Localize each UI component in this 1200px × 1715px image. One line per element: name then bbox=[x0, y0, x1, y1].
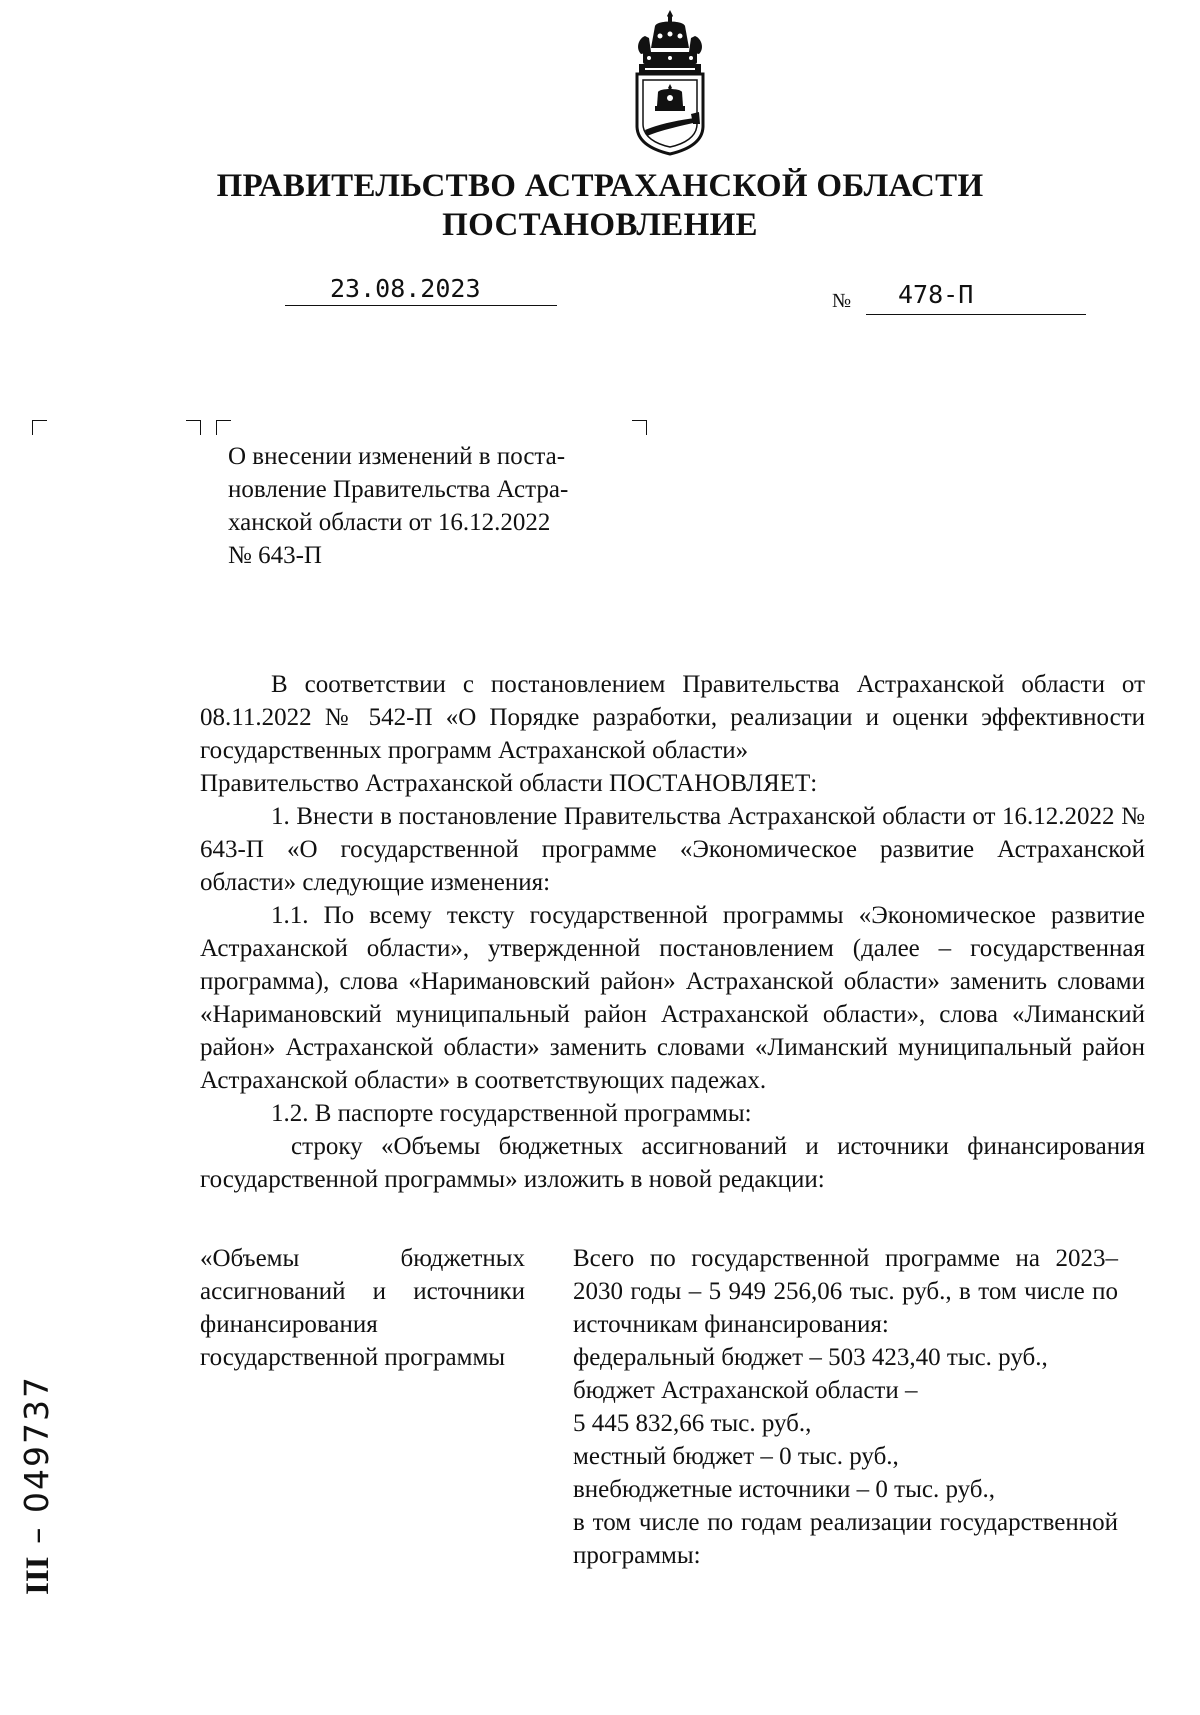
document-type-title: ПОСТАНОВЛЕНИЕ bbox=[442, 207, 758, 243]
table-value-line: федеральный бюджет – 503 423,40 тыс. руб., bbox=[573, 1344, 1048, 1371]
subject-line: ханской области от 16.12.2022 bbox=[228, 509, 551, 536]
table-row-label: «Объемы бюджетных ассигнований и источники финансирования государственной программы bbox=[200, 1245, 525, 1371]
document-number: 478-П bbox=[898, 280, 974, 309]
body-paragraph-item-1-1: 1.1. По всему тексту государственной программы «Экономическое развитие Астраханской области», утвержденной постановлением (далее – государственная программа), слова «Наримановский район» Астраханской области» заменить словами «Наримановский муниципальный район Астраханской области», слова «Лиманский район» Астраханской области» заменить словами «Лиманский муниципальный район Астраханской области» в соответствующих падежах. bbox=[200, 902, 1145, 1094]
body-paragraph-preamble: В соответствии с постановлением Правительства Астраханской области от 08.11.2022 № 542-П «О Порядке разработки, реализации и оценки эффективности государственных программ Астраханской области» bbox=[200, 671, 1145, 764]
body-paragraph-item-1-2: 1.2. В паспорте государственной программы: bbox=[271, 1100, 752, 1127]
subject-line: О внесении изменений в поста- bbox=[228, 443, 566, 470]
document-subject bbox=[228, 440, 630, 572]
subject-line: № 643-П bbox=[228, 542, 322, 569]
table-row-value bbox=[573, 1242, 1118, 1572]
corner-mark-left bbox=[32, 420, 47, 435]
corner-mark-subject-right bbox=[632, 420, 647, 435]
document-date: 23.08.2023 bbox=[330, 274, 481, 303]
body-paragraph-item-1: 1. Внести в постановление Правительства Астраханской области от 16.12.2022 № 643-П «О государственной программе «Экономическое развитие Астраханской области» следующие изменения: bbox=[200, 803, 1145, 896]
table-value-line: Всего по государственной программе на 2023–2030 годы – 5 949 256,06 тыс. руб., в том числе по источникам финансирования: bbox=[573, 1245, 1118, 1338]
number-underline bbox=[866, 314, 1086, 315]
form-serial-number bbox=[14, 1275, 60, 1595]
table-value-line: внебюджетные источники – 0 тыс. руб., bbox=[573, 1476, 996, 1503]
body-paragraph-resolves: Правительство Астраханской области ПОСТАНОВЛЯЕТ: bbox=[200, 770, 818, 797]
serial-number: – 049737 bbox=[17, 1375, 56, 1557]
document-body bbox=[200, 668, 1145, 1196]
table-value-line: 5 445 832,66 тыс. руб., bbox=[573, 1410, 812, 1437]
date-underline bbox=[285, 305, 557, 306]
coat-of-arms-emblem bbox=[625, 8, 715, 156]
table-value-line: местный бюджет – 0 тыс. руб., bbox=[573, 1443, 899, 1470]
government-title: ПРАВИТЕЛЬСТВО АСТРАХАНСКОЙ ОБЛАСТИ bbox=[216, 168, 984, 204]
body-paragraph-row-instruction: строку «Объемы бюджетных ассигнований и источники финансирования государственной программы» изложить в новой редакции: bbox=[200, 1133, 1145, 1193]
serial-series: ІІІ bbox=[20, 1556, 56, 1595]
corner-mark-subject-left bbox=[216, 420, 231, 435]
table-value-line: бюджет Астраханской области – bbox=[573, 1377, 918, 1404]
corner-mark-subject-right-a bbox=[186, 420, 201, 435]
number-sign: № bbox=[832, 290, 852, 312]
subject-line: новление Правительства Астра- bbox=[228, 476, 569, 503]
table-value-line: в том числе по годам реализации государственной программы: bbox=[573, 1509, 1118, 1569]
